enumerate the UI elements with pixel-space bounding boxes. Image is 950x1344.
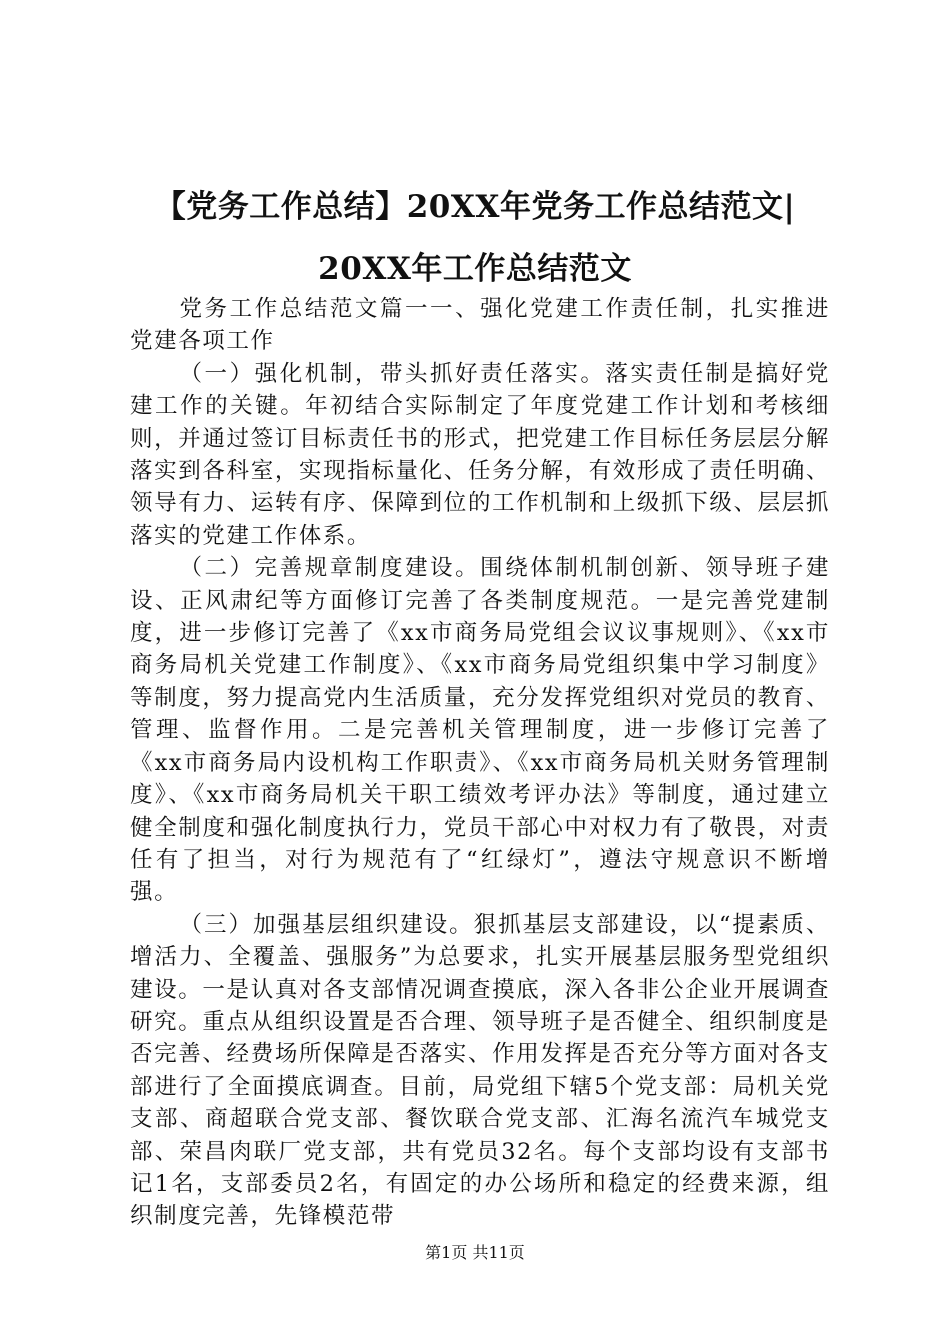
page-footer: 第1页 共11页: [425, 1243, 525, 1262]
paragraph-section-1: （一）强化机制，带头抓好责任落实。落实责任制是搞好党建工作的关键。年初结合实际制定了年度党建工作计划和考核细则，并通过签订目标责任书的形式，把党建工作目标任务层层分解落实到各科室，实现指标量化、任务分解，有效形成了责任明确、领导有力、运转有序、保障到位的工作机制和上级抓下级、层层抓落实的党建工作体系。: [130, 360, 830, 549]
document-title: [100, 176, 850, 300]
title-line-1: 【党务工作总结】20XX年党务工作总结范文|: [154, 189, 796, 225]
paragraph-section-3: （三）加强基层组织建设。狠抓基层支部建设，以“提素质、增活力、全覆盖、强服务”为总要求，扎实开展基层服务型党组织建设。一是认真对各支部情况调查摸底，深入各非公企业开展调查研究。重点从组织设置是否合理、领导班子是否健全、组织制度是否完善、经费场所保障是否落实、作用发挥是否充分等方面对各支部进行了全面摸底调查。目前，局党组下辖5个党支部：局机关党支部、商超联合党支部、餐饮联合党支部、汇海名流汽车城党支部、荣昌肉联厂党支部，共有党员32名。每个支部均设有支部书记1名，支部委员2名，有固定的办公场所和稳定的经费来源，组织制度完善，先锋模范带: [130, 911, 830, 1230]
title-line-2: 20XX年工作总结范文: [318, 251, 632, 287]
paragraph-intro: 党务工作总结范文篇一一、强化党建工作责任制，扎实推进党建各项工作: [130, 296, 830, 355]
paragraph-section-2: （二）完善规章制度建设。围绕体制机制创新、领导班子建设、正风肃纪等方面修订完善了各类制度规范。一是完善党建制度，进一步修订完善了《xx市商务局党组会议议事规则》、《xx市商务局机关党建工作制度》、《xx市商务局党组织集中学习制度》等制度，努力提高党内生活质量，充分发挥党组织对党员的教育、管理、监督作用。二是完善机关管理制度，进一步修订完善了《xx市商务局内设机构工作职责》、《xx市商务局机关财务管理制度》、《xx市商务局机关干职工绩效考评办法》等制度，通过建立健全制度和强化制度执行力，党员干部心中对权力有了敬畏，对责任有了担当，对行为规范有了“红绿灯”，遵法守规意识不断增强。: [130, 555, 830, 906]
document-body: [130, 293, 830, 1233]
